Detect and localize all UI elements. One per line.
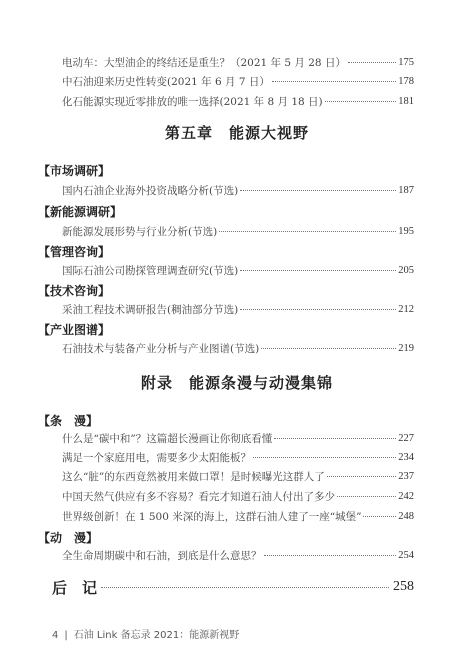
- leader-dots: [219, 230, 396, 232]
- entry-title: 化石能源实现近零排放的唯一选择(2021 年 8 月 18 日): [62, 95, 323, 108]
- section-label: 【市场调研】: [38, 164, 111, 178]
- entry-title: 世界级创新！在 1 500 米深的海上，这群石油人建了一座“城堡”: [62, 510, 362, 523]
- leader-dots: [325, 100, 397, 102]
- leader-dots: [240, 308, 396, 310]
- leader-dots: [363, 515, 396, 517]
- entry-page: 195: [398, 225, 414, 237]
- entry-title: 满足一个家庭用电，需要多少太阳能板？: [62, 451, 251, 464]
- entry-page: 187: [398, 184, 414, 196]
- entry-page: 234: [398, 451, 414, 463]
- chapter-heading: 第五章 能源大视野: [164, 124, 309, 142]
- afterword-title: 后 记: [52, 578, 98, 597]
- page-footer: [52, 626, 239, 641]
- section-label: 【条 漫】: [38, 414, 99, 428]
- leader-dots: [101, 587, 389, 588]
- section-label: 【新能源调研】: [38, 205, 123, 219]
- section-label: 【动 漫】: [38, 531, 99, 545]
- leader-dots: [272, 80, 396, 82]
- leader-dots: [253, 456, 396, 458]
- entry-title: 中国天然气供应有多不容易？看完才知道石油人付出了多少: [62, 490, 335, 503]
- entry-title: 这么“脏”的东西竟然被用来做口罩！是时候曝光这群人了: [62, 470, 325, 483]
- leader-dots: [261, 347, 396, 349]
- entry-page: 242: [398, 490, 414, 502]
- entry-title: 全生命周期碳中和石油，到底是什么意思？: [62, 549, 262, 562]
- entry-page: 212: [398, 303, 414, 315]
- entry-page: 237: [398, 470, 414, 482]
- toc-entry: [62, 486, 414, 506]
- toc-entry: [62, 428, 414, 448]
- entry-title: 新能源发展形势与行业分析(节选): [62, 225, 218, 238]
- leader-dots: [337, 495, 396, 497]
- entry-title: 采油工程技术调研报告(稠油部分节选): [62, 303, 239, 316]
- entry-title: 国内石油企业海外投资战略分析(节选): [62, 184, 239, 197]
- leader-dots: [274, 437, 396, 439]
- toc-entry: [62, 52, 414, 72]
- entry-title: 电动车：大型油企的终结还是重生？（2021 年 5 月 28 日）: [62, 56, 346, 69]
- toc-entry: [62, 221, 414, 241]
- entry-title: 中石油迎来历史性转变(2021 年 6 月 7 日）: [62, 75, 270, 88]
- footer-book-title: 石油 Link 备忘录 2021：能源新视野: [73, 630, 240, 641]
- toc-entry: [62, 466, 414, 486]
- leader-dots: [327, 475, 397, 477]
- leader-dots: [348, 61, 396, 63]
- entry-page: 254: [398, 549, 414, 561]
- footer-separator: |: [64, 630, 68, 641]
- leader-dots: [264, 554, 397, 556]
- entry-page: 175: [398, 56, 414, 68]
- toc-entry: [62, 299, 414, 319]
- section-label: 【管理咨询】: [38, 245, 111, 259]
- leader-dots: [240, 189, 396, 191]
- afterword-page: 258: [393, 579, 414, 594]
- toc-entry: [62, 260, 414, 280]
- entry-title: 国际石油公司勘探管理调查研究(节选): [62, 264, 239, 277]
- toc-entry: [62, 91, 414, 111]
- toc-entry: [62, 338, 414, 358]
- toc-entry: [62, 506, 414, 526]
- afterword-entry: [52, 576, 414, 598]
- section-label: 【产业图谱】: [38, 323, 111, 337]
- toc-entry: [62, 180, 414, 200]
- entry-page: 219: [398, 342, 414, 354]
- entry-page: 248: [398, 510, 414, 522]
- toc-entry: [62, 447, 414, 467]
- leader-dots: [240, 269, 396, 271]
- entry-page: 181: [398, 95, 414, 107]
- toc-entry: [62, 545, 414, 565]
- entry-page: 205: [398, 264, 414, 276]
- entry-page: 178: [398, 75, 414, 87]
- entry-title: 什么是“碳中和”？这篇超长漫画让你彻底看懂: [62, 432, 273, 445]
- section-label: 【技术咨询】: [38, 284, 111, 298]
- appendix-heading: 附录 能源条漫与动漫集锦: [140, 374, 333, 392]
- footer-page-number: 4: [52, 630, 59, 641]
- toc-entry: [62, 71, 414, 91]
- entry-page: 227: [398, 432, 414, 444]
- entry-title: 石油技术与装备产业分析与产业图谱(节选): [62, 342, 260, 355]
